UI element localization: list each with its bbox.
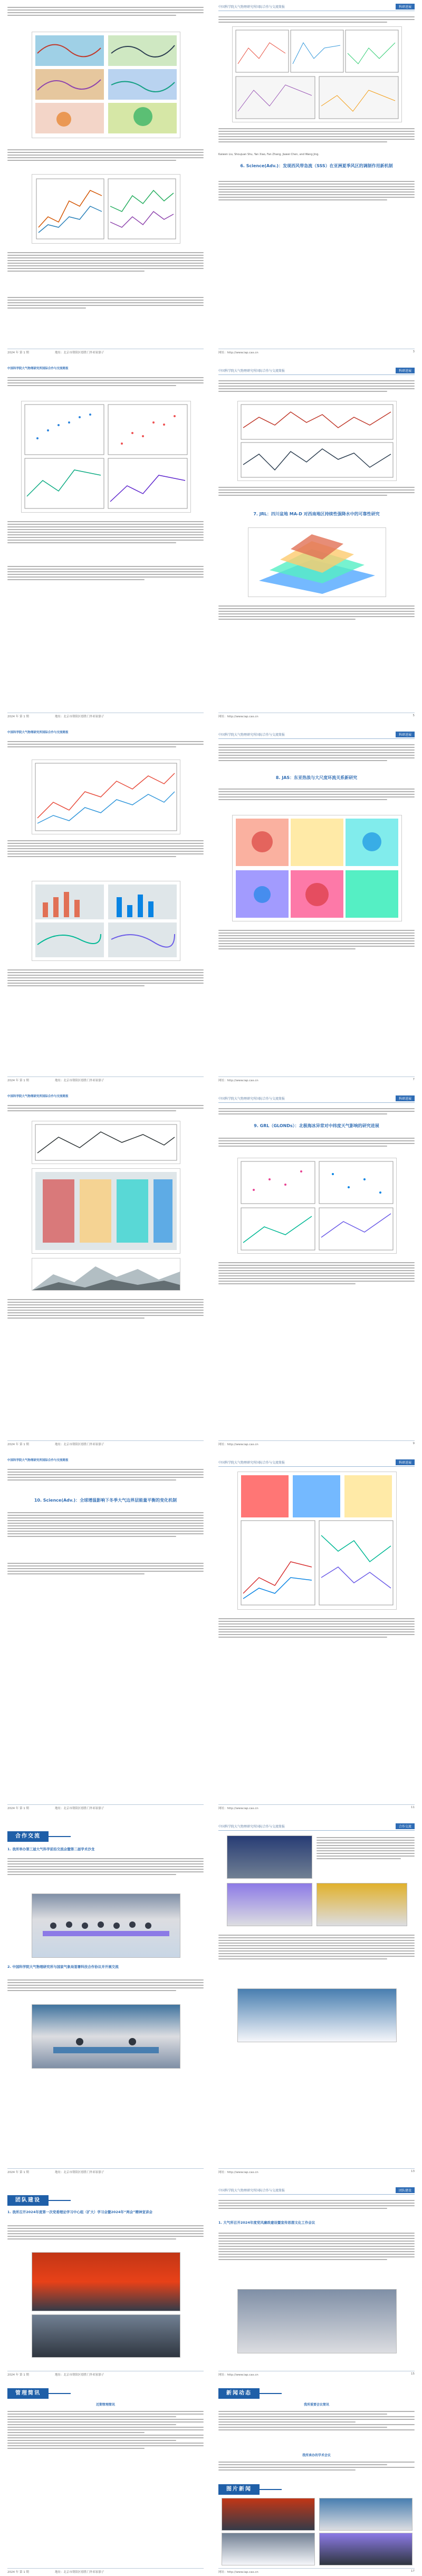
figure-image xyxy=(233,27,401,122)
text-block xyxy=(218,379,415,393)
page-number: 11 xyxy=(411,1806,415,1809)
text-block xyxy=(218,1107,415,1116)
institute-logo: 中国科学院大气物理研究所国际合作与交流简报 xyxy=(7,1459,69,1462)
photo-audience xyxy=(32,2314,180,2358)
spread-3 xyxy=(0,728,422,1084)
footer-url: 网址：http://www.iap.cas.cn xyxy=(218,351,258,354)
figure-image xyxy=(32,1258,180,1290)
photo-visit xyxy=(316,1883,407,1926)
bullet-list xyxy=(218,2460,415,2472)
header-text: 中国科学院大气物理研究所国际合作与交流简报 xyxy=(218,369,285,373)
figure-image xyxy=(32,175,180,243)
photo-discussion xyxy=(237,1988,397,2042)
news-title: 1. 我所举办第三届大气科学前沿交流会暨第二届学术沙龙 xyxy=(7,1847,95,1851)
page-5 xyxy=(211,364,422,720)
page-number: 15 xyxy=(411,2372,415,2376)
page-number: 17 xyxy=(411,2570,415,2573)
text-block xyxy=(7,1297,204,1320)
section-title: 7. JRL：四川盆地 MA-D 对西南地区持续性强降水中的可靠性研究 xyxy=(253,512,380,516)
page-footer xyxy=(218,349,415,354)
page-header xyxy=(218,2187,415,2195)
page-header xyxy=(218,1823,415,1831)
page-header xyxy=(218,1095,415,1103)
page-header xyxy=(218,3,415,11)
text-block xyxy=(218,1261,415,1286)
page-7 xyxy=(211,728,422,1084)
figure-image xyxy=(238,401,396,480)
footer-address: 地址：北京市朝阳区德胜门外祁家豁子 xyxy=(55,351,104,354)
bullet-list xyxy=(218,2409,415,2432)
section-tag: 科研进展 xyxy=(396,368,415,373)
issue-label: 2024 年 第 1 期 xyxy=(7,715,29,718)
text-block xyxy=(218,604,415,621)
text-block xyxy=(218,1933,415,1961)
page-footer xyxy=(7,1804,204,1810)
figure-line-panel xyxy=(32,1121,180,1164)
page-15 xyxy=(211,2184,422,2379)
section-title: 6. Science(Adv.)：发现西风带急流（SSS）在亚洲夏季风区的调制作用新机制 xyxy=(240,164,393,168)
footer-url: 网址：http://www.iap.cas.cn xyxy=(218,1807,258,1810)
section-tag: 团队建设 xyxy=(396,2187,415,2193)
section-tag: 合作交流 xyxy=(396,1823,415,1829)
page-footer xyxy=(7,1076,204,1082)
photo-image xyxy=(32,1894,180,1957)
section-tag: 科研进展 xyxy=(396,732,415,737)
text-block xyxy=(218,743,415,763)
photo-news-2 xyxy=(319,2498,413,2531)
text-block xyxy=(7,968,204,988)
figure-heat-maps xyxy=(232,815,402,921)
spread-1 xyxy=(0,0,422,357)
news-title: 1. 大气所召开2024年度党风廉政建设暨宣传思想文化工作会议 xyxy=(218,2221,315,2225)
page-header xyxy=(218,367,415,375)
text-block xyxy=(7,1561,204,1576)
photo-conference xyxy=(237,2289,397,2353)
page-10 xyxy=(0,1456,212,1812)
page-footer xyxy=(218,2568,415,2574)
figure-image xyxy=(238,1158,396,1253)
page-12 xyxy=(0,1820,212,2176)
text-block xyxy=(316,1835,415,1861)
text-block xyxy=(7,1978,204,1993)
news-title: 2. 中国科学院大气物理研究所与国家气象局签署科技合作协议并开展交流 xyxy=(7,1965,119,1969)
header-text: 中国科学院大气物理研究所国际合作与交流简报 xyxy=(218,1825,285,1829)
issue-label: 2024 年 第 1 期 xyxy=(7,1079,29,1082)
page-footer xyxy=(218,2168,415,2174)
figure-panel-grid xyxy=(32,760,180,834)
issue-label: 2024 年 第 1 期 xyxy=(7,2171,29,2174)
text-block xyxy=(218,485,415,497)
page-footer xyxy=(218,1804,415,1810)
issue-label: 2024 年 第 1 期 xyxy=(7,2373,29,2377)
spread-2 xyxy=(0,364,422,720)
page-footer xyxy=(218,2371,415,2377)
text-block xyxy=(218,2231,415,2262)
photo-lecture xyxy=(227,1883,312,1926)
page-6 xyxy=(0,728,212,1084)
header-text: 中国科学院大气物理研究所国际合作与交流简报 xyxy=(218,2189,285,2193)
footer-address: 地址：北京市朝阳区德胜门外祁家豁子 xyxy=(55,2171,104,2174)
footer-address: 地址：北京市朝阳区德胜门外祁家豁子 xyxy=(55,2571,104,2574)
figure-image xyxy=(22,401,190,512)
spread-7 xyxy=(0,2184,422,2379)
figure-image xyxy=(233,815,401,921)
footer-url: 网址：http://www.iap.cas.cn xyxy=(218,2373,258,2377)
figure-terrain xyxy=(32,1258,180,1291)
figure-scatter-panels xyxy=(21,401,191,513)
text-block xyxy=(7,520,204,545)
figure-multi-panel xyxy=(232,26,402,122)
header-text: 中国科学院大气物理研究所国际合作与交流简报 xyxy=(218,1461,285,1465)
page-footer xyxy=(7,2568,204,2574)
figure-image xyxy=(238,1472,396,1609)
page-footer xyxy=(7,1440,204,1446)
page-4 xyxy=(0,364,212,720)
news-title: 1. 我所召开2024年度第一次党委理论学习中心组（扩大）学习会暨2024年“两会”精神宣讲会 xyxy=(7,2210,152,2214)
figure-map-panels xyxy=(32,32,180,138)
text-block xyxy=(7,839,204,859)
page-footer xyxy=(7,2168,204,2174)
issue-label: 2024 年 第 1 期 xyxy=(7,1807,29,1810)
text-block xyxy=(7,1103,204,1113)
page-8 xyxy=(0,1092,212,1448)
page-footer xyxy=(218,1440,415,1446)
figure-bar-maps xyxy=(32,881,180,961)
page-11 xyxy=(211,1456,422,1812)
page-footer xyxy=(7,2371,204,2377)
header-text: 中国科学院大气物理研究所国际合作与交流简报 xyxy=(218,733,285,737)
page-number: 7 xyxy=(413,1078,415,1081)
institute-logo: 中国科学院大气物理研究所国际合作与交流简报 xyxy=(7,367,69,370)
spread-6 xyxy=(0,1820,422,2176)
figure-image xyxy=(32,760,180,834)
text-block xyxy=(7,739,204,749)
footer-url: 网址：http://www.iap.cas.cn xyxy=(218,1079,258,1082)
figure-scatter-grid xyxy=(237,1158,397,1254)
page-footer xyxy=(7,713,204,718)
photo-image xyxy=(32,2005,180,2068)
photo-group xyxy=(227,1835,312,1879)
institute-logo: 中国科学院大气物理研究所国际合作与交流简报 xyxy=(7,1095,69,1098)
section-tag: 科研进展 xyxy=(396,1095,415,1101)
page-9 xyxy=(211,1092,422,1448)
institute-logo: 中国科学院大气物理研究所国际合作与交流简报 xyxy=(7,731,69,734)
page-number: 5 xyxy=(413,714,415,717)
page-2 xyxy=(0,0,212,357)
section-title: 8. JAS：东亚热浪与大尺度环流关系新研究 xyxy=(275,775,358,780)
page-16 xyxy=(0,2384,212,2576)
page-14 xyxy=(0,2184,212,2379)
page-header xyxy=(218,1459,415,1467)
text-block xyxy=(218,15,415,24)
text-block xyxy=(218,928,415,951)
figure-image xyxy=(248,528,386,597)
photo-news-3 xyxy=(222,2533,315,2565)
footer-url: 网址：http://www.iap.cas.cn xyxy=(218,2571,258,2574)
text-block xyxy=(218,127,415,144)
page-header xyxy=(218,731,415,739)
header-text: 中国科学院大气物理研究所国际合作与交流简报 xyxy=(218,1097,285,1101)
photo-signing xyxy=(32,2004,180,2069)
text-block xyxy=(7,376,204,388)
subsection-title: 近期管理简讯 xyxy=(95,2403,115,2407)
text-block xyxy=(7,148,204,162)
page-footer xyxy=(218,1076,415,1082)
text-block xyxy=(7,2224,204,2241)
footer-url: 网址：http://www.iap.cas.cn xyxy=(218,2171,258,2174)
page-footer xyxy=(218,713,415,718)
text-block xyxy=(7,295,204,310)
section-title: 10. Science(Adv.)：全球增温影响下冬季大气边界层能量平衡的变化机制 xyxy=(34,1498,177,1503)
text-block xyxy=(7,564,204,582)
section-tag: 科研进展 xyxy=(396,1459,415,1465)
text-block xyxy=(218,179,415,202)
banner-label: 新闻动态 xyxy=(218,2388,260,2399)
page-3 xyxy=(211,0,422,357)
figure-image xyxy=(32,1169,180,1253)
figure-time-series xyxy=(237,401,397,481)
page-number: 9 xyxy=(413,1442,415,1445)
spread-5 xyxy=(0,1456,422,1812)
figure-colormap xyxy=(32,1168,180,1254)
footer-address: 地址：北京市朝阳区德胜门外祁家豁子 xyxy=(55,1443,104,1446)
header-text: 中国科学院大气物理研究所国际合作与交流简报 xyxy=(218,5,285,9)
section-banner-news xyxy=(218,2388,282,2399)
reference-snippet: Kaiwen Liu, Shoujuan Shu, Yan Xiao, Fan Zhang, Jiawei Chen, and Wang Jing. xyxy=(218,153,320,156)
figure-line-charts xyxy=(32,174,180,244)
issue-label: 2024 年 第 1 期 xyxy=(7,351,29,354)
banner-label: 图片新闻 xyxy=(218,2484,260,2495)
spread-8 xyxy=(0,2384,422,2576)
figure-image xyxy=(32,32,180,138)
text-block xyxy=(7,1857,204,1877)
footer-url: 网址：http://www.iap.cas.cn xyxy=(218,715,258,718)
subsection-title: 我所重要会议简讯 xyxy=(303,2403,329,2407)
section-banner-team xyxy=(7,2195,71,2206)
figure-image xyxy=(32,881,180,960)
photo-stage xyxy=(32,2252,180,2311)
page-footer xyxy=(7,349,204,354)
page-number: 13 xyxy=(411,2170,415,2173)
issue-label: 2024 年 第 1 期 xyxy=(7,1443,29,1446)
text-block xyxy=(7,1511,204,1539)
footer-url: 网址：http://www.iap.cas.cn xyxy=(218,1443,258,1446)
text-block xyxy=(218,1617,415,1639)
issue-label: 2024 年 第 1 期 xyxy=(7,2571,29,2574)
subsection-title: 我所承办的学术会议 xyxy=(302,2454,331,2457)
text-block xyxy=(7,251,204,273)
photo-news-1 xyxy=(222,2498,315,2531)
section-banner-coop xyxy=(7,1831,71,1842)
text-block xyxy=(7,1467,204,1482)
page-number: 3 xyxy=(413,350,415,353)
section-tag: 科研进展 xyxy=(396,4,415,9)
section-banner-mgmt xyxy=(7,2388,71,2399)
banner-label: 团队建设 xyxy=(7,2195,49,2206)
figure-3d-map xyxy=(248,527,386,597)
text-block xyxy=(218,787,415,802)
text-block xyxy=(218,1136,415,1148)
spread-4 xyxy=(0,1092,422,1448)
page-13 xyxy=(211,1820,422,2176)
text-block xyxy=(7,5,204,17)
figure-image xyxy=(32,1121,180,1164)
banner-label: 管理简讯 xyxy=(7,2388,49,2399)
text-block xyxy=(218,2198,415,2210)
page-17 xyxy=(211,2384,422,2576)
footer-address: 地址：北京市朝阳区德胜门外祁家豁子 xyxy=(55,1079,104,1082)
section-title: 9. GRL（GLONDs）：北极海冰异常对中纬度天气影响的研究进展 xyxy=(254,1123,379,1128)
photo-news-4 xyxy=(319,2533,413,2565)
photo-meeting xyxy=(32,1893,180,1958)
bullet-list xyxy=(7,2409,204,2450)
figure-map-panels xyxy=(237,1472,397,1610)
footer-address: 地址：北京市朝阳区德胜门外祁家豁子 xyxy=(55,715,104,718)
footer-address: 地址：北京市朝阳区德胜门外祁家豁子 xyxy=(55,2373,104,2377)
banner-label: 合作交流 xyxy=(7,1831,49,1842)
section-banner-photo xyxy=(218,2484,282,2495)
footer-address: 地址：北京市朝阳区德胜门外祁家豁子 xyxy=(55,1807,104,1810)
